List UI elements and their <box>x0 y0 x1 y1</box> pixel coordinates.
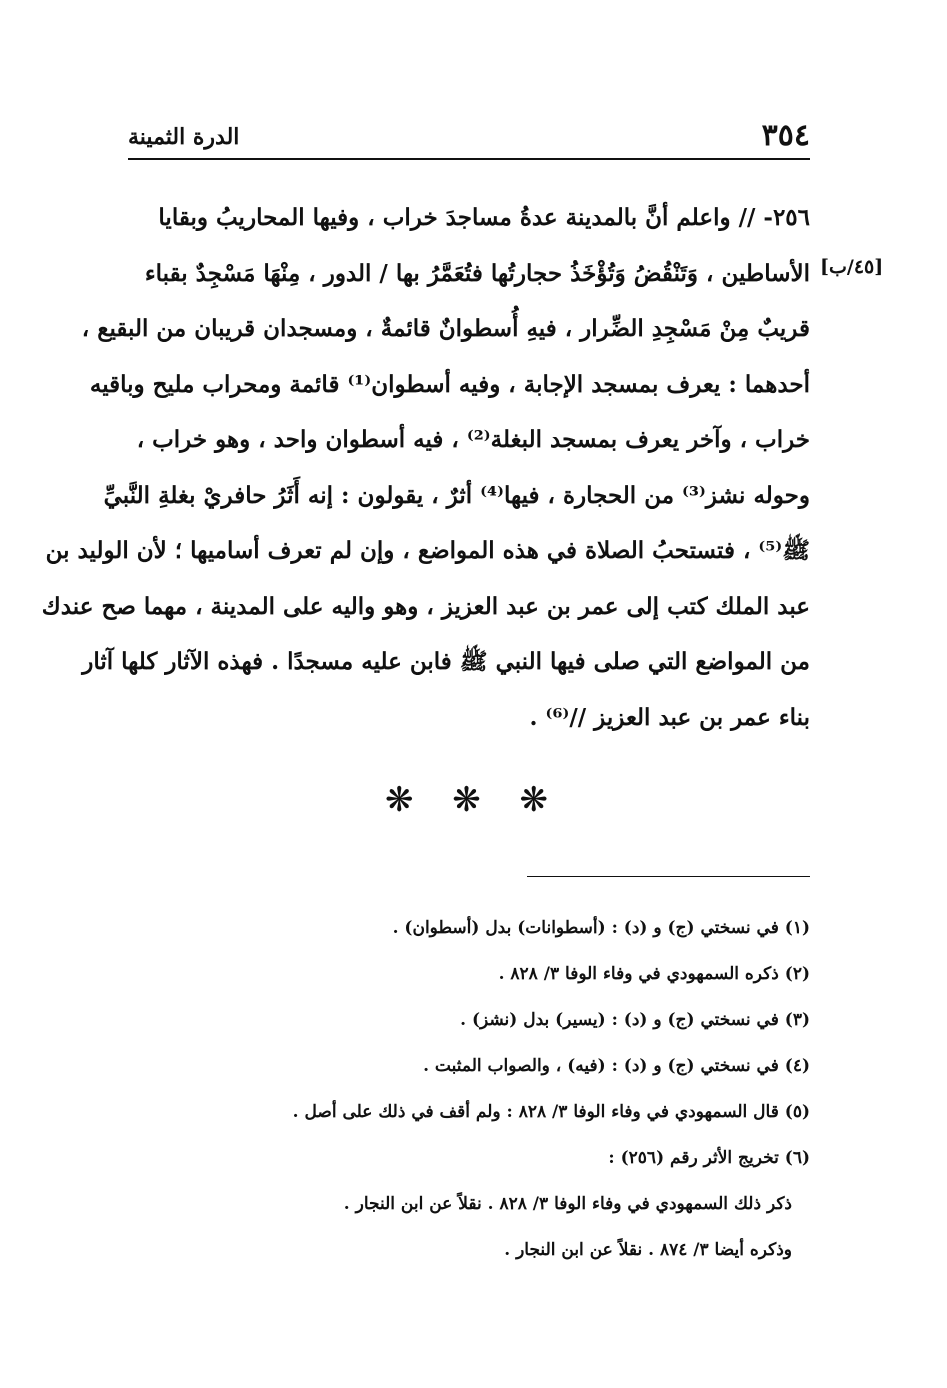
text-line: وحوله نشز⁽³⁾ من الحجارة ، فيها⁽⁴⁾ أثرٌ ، يقولون : إنه أَثَرُ حافريْ بغلةِ النَّبيِّ <box>103 481 810 509</box>
section-separator: ❋ ❋ ❋ <box>384 780 563 820</box>
text-line: عبد الملك كتب إلى عمر بن عبد العزيز ، وهو واليه على المدينة ، مهما صح عندك <box>41 592 810 620</box>
page-number: ٣٥٤ <box>761 118 810 153</box>
text-line: أحدهما : يعرف بمسجد الإجابة ، وفيه أسطوان⁽¹⁾ قائمة ومحراب مليح وباقيه <box>89 370 810 398</box>
text-line: بناء عمر بن عبد العزيز //⁽⁶⁾ . <box>529 703 810 731</box>
text-line: ﷺ⁽⁵⁾ ، فتستحبُ الصلاة في هذه المواضع ، وإن لم تعرف أساميها ؛ لأن الوليد بن <box>45 537 810 564</box>
margin-folio-reference: [٤٥/ب] <box>820 256 884 278</box>
page-header <box>128 118 810 158</box>
footnote-detail: وذكره أيضا ٣/ ٨٧٤ . نقلاً عن ابن النجار . <box>504 1240 792 1260</box>
main-text <box>41 190 810 745</box>
book-title: الدرة الثمينة <box>128 124 240 150</box>
text-line: الأساطين ، وَتَنْقُضُ وَتُؤْخَذُ حجارتُها فتُعَمَّرُ بها / الدور ، مِنْهَا مَسْجِدٌ بقباء <box>144 259 810 287</box>
text-line: قريبٌ مِنْ مَسْجِدِ الضِّرار ، فيهِ أُسطوانٌ قائمةٌ ، ومسجدان قريبان من البقيع ، <box>81 315 810 342</box>
footnote: (٢) ذكره السمهودي في وفاء الوفا ٣/ ٨٢٨ . <box>498 964 810 984</box>
footnote: (٤) في نسختي (ج) و (د) : (فيه) ، والصواب المثبت . <box>423 1056 810 1076</box>
text-line: ٢٥٦- // واعلم أنَّ بالمدينة عدةُ مساجدَ خراب ، وفيها المحاريبُ وبقايا <box>158 204 810 231</box>
header-rule <box>128 158 810 160</box>
footnote: (٦) تخريج الأثر رقم (٢٥٦) : <box>608 1148 810 1168</box>
footnote: (٥) قال السمهودي في وفاء الوفا ٣/ ٨٢٨ : ولم أقف في ذلك على أصل . <box>292 1102 810 1122</box>
footnote-rule <box>527 876 810 877</box>
text-line: من المواضع التي صلى فيها النبي ﷺ فابن عليه مسجدًا . فهذه الآثار كلها آثار <box>82 648 810 675</box>
text-line: خراب ، وآخر يعرف بمسجد البغلة⁽²⁾ ، فيه أسطوان واحد ، وهو خراب ، <box>136 426 810 453</box>
footnote-detail: ذكر ذلك السمهودي في وفاء الوفا ٣/ ٨٢٨ . نقلاً عن ابن النجار . <box>343 1194 792 1214</box>
footnotes <box>128 905 810 1273</box>
footnote: (٣) في نسختي (ج) و (د) : (يسير) بدل (نشز) . <box>460 1010 810 1030</box>
footnote: (١) في نسختي (ج) و (د) : (أسطوانات) بدل (أسطوان) . <box>392 918 810 938</box>
